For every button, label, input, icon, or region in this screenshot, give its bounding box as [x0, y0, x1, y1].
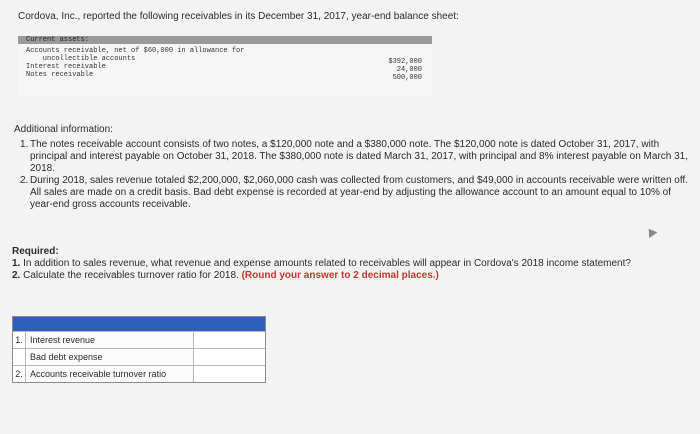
question-1: [12, 258, 692, 270]
interest-revenue-input[interactable]: [194, 332, 265, 348]
row-number: 1.: [13, 332, 26, 348]
rounding-note: (Round your answer to 2 decimal places.): [241, 270, 439, 281]
row-label: Bad debt expense: [26, 349, 194, 365]
table-row: [13, 331, 265, 348]
mouse-cursor-icon: [645, 226, 658, 238]
bs-row-amount: $392,000: [388, 58, 422, 66]
question-number: 2.: [12, 270, 21, 281]
balance-sheet-image: [18, 36, 432, 96]
item-text: During 2018, sales revenue totaled $2,200,000, $2,060,000 cash was collected from customers, and $49,000 in accounts receivable were written off. All sales are made on a credit basis. Bad debt expense is recorded at year-end by adjusting the allowance account to an amount equal to 10% of year-end gross accounts receivable.: [30, 175, 688, 210]
bad-debt-expense-input[interactable]: [194, 349, 265, 365]
list-item: [20, 175, 696, 211]
bs-row-label: Notes receivable: [26, 71, 94, 79]
turnover-ratio-input[interactable]: [194, 366, 265, 382]
table-row: [13, 365, 265, 382]
question-text: In addition to sales revenue, what revenue and expense amounts related to receivables will appear in Cordova's 2018 income statement?: [23, 258, 631, 269]
bs-row-amount: 24,000: [396, 66, 422, 74]
list-item: [20, 139, 696, 175]
row-number: 2.: [13, 366, 26, 382]
additional-info-list: [20, 139, 696, 211]
answer-table-header: [13, 317, 265, 331]
bad-debt-expense-input-cell[interactable]: [194, 349, 265, 365]
question-number: 1.: [12, 258, 21, 269]
bs-row-label: uncollectible accounts: [26, 55, 136, 63]
item-number: 2.: [20, 175, 29, 186]
question-text: Calculate the receivables turnover ratio for 2018.: [23, 270, 239, 281]
turnover-ratio-input-cell[interactable]: [194, 366, 265, 382]
table-row: [13, 348, 265, 365]
row-label: Interest revenue: [26, 332, 194, 348]
problem-intro: Cordova, Inc., reported the following receivables in its December 31, 2017, year-end balance sheet:: [18, 11, 459, 22]
row-label: Accounts receivable turnover ratio: [26, 366, 194, 382]
bs-row-label: Accounts receivable, net of $60,000 in allowance for: [26, 47, 245, 55]
item-number: 1.: [20, 139, 29, 150]
required-section: [12, 246, 692, 282]
bs-row-label: Interest receivable: [26, 63, 106, 71]
additional-info-heading: Additional information:: [14, 124, 113, 135]
question-2: [12, 270, 692, 282]
current-assets-header: Current assets:: [26, 36, 90, 44]
required-heading: Required:: [12, 246, 59, 257]
interest-revenue-input-cell[interactable]: [194, 332, 265, 348]
bs-row-amount: 500,000: [392, 74, 422, 82]
row-number: [13, 349, 26, 365]
answer-table: [12, 316, 266, 383]
item-text: The notes receivable account consists of two notes, a $120,000 note and a $380,000 note. The $120,000 note is dated October 31, 2017, with principal and interest payable on October 31, 2018. The $380,000 note is dated March 31, 2017, with principal and 8% interest payable on March 31, 2018.: [30, 139, 689, 174]
